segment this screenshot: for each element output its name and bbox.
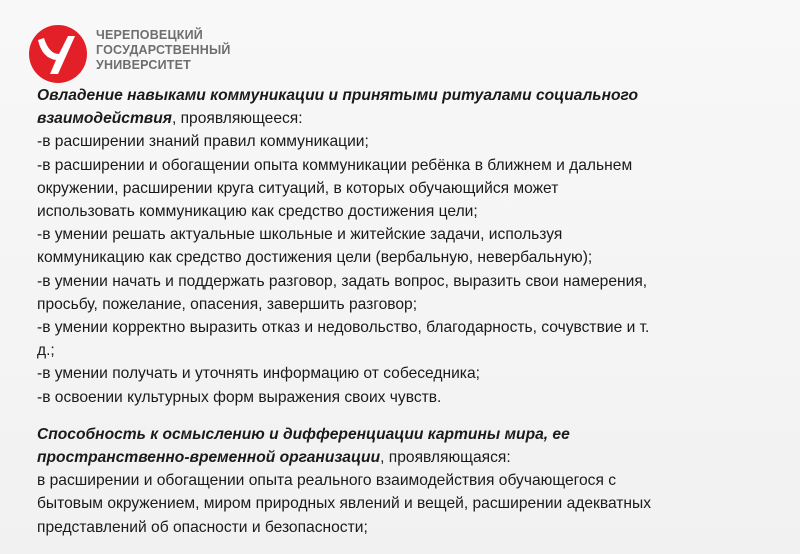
body-line: -в расширении и обогащении опыта коммуникации ребёнка в ближнем и дальнем [37, 156, 633, 174]
university-name-line: ГОСУДАРСТВЕННЫЙ [96, 43, 231, 57]
section-spacer [37, 409, 777, 423]
section-heading-suffix: , проявляющаяся: [380, 449, 511, 467]
section-heading-suffix: , проявляющееся: [171, 110, 303, 128]
section-heading-part: взаимодействия [37, 110, 172, 128]
section-heading-line [37, 446, 777, 469]
body-line: просьбу, пожелание, опасения, завершить разговор; [37, 295, 418, 313]
body-line: коммуникацию как средство достижения цели (вербальную, невербальную); [37, 249, 593, 267]
university-name-line: УНИВЕРСИТЕТ [96, 58, 191, 72]
university-logo-icon [28, 24, 88, 84]
body-line: бытовым окружением, миром природных явлений и вещей, расширении адекватных [37, 495, 652, 513]
body-line: -в умении корректно выразить отказ и недовольство, благодарность, сочувствие и т. [37, 319, 650, 337]
body-line: использовать коммуникацию как средство достижения цели; [37, 203, 478, 221]
body-line: в расширении и обогащении опыта реального взаимодействия обучающегося с [37, 472, 617, 490]
body-line: представлений об опасности и безопасности; [37, 518, 368, 536]
section-heading: Способность к осмыслению и дифференциации картины мира, ее [37, 425, 570, 443]
section-heading: Овладение навыками коммуникации и принятыми ритуалами социального [37, 87, 638, 104]
body-line: д.; [37, 342, 55, 360]
body-line: -в умении решать актуальные школьные и житейские задачи, используя [37, 226, 563, 244]
body-line: -в умении получать и уточнять информацию от собеседника; [37, 365, 480, 383]
body-line: -в расширении знаний правил коммуникации; [37, 133, 369, 151]
university-name-line: ЧЕРЕПОВЕЦКИЙ [96, 28, 203, 42]
body-line: окружении, расширении круга ситуаций, в которых обучающийся может [37, 179, 559, 197]
section-heading-line [37, 107, 777, 130]
body-line: -в умении начать и поддержать разговор, задать вопрос, выразить свои намерения, [37, 272, 648, 290]
slide-body [37, 84, 777, 539]
body-line: -в освоении культурных форм выражения своих чувств. [37, 388, 442, 406]
university-name [96, 28, 231, 73]
section-heading-part: пространственно-временной организации [37, 449, 381, 467]
